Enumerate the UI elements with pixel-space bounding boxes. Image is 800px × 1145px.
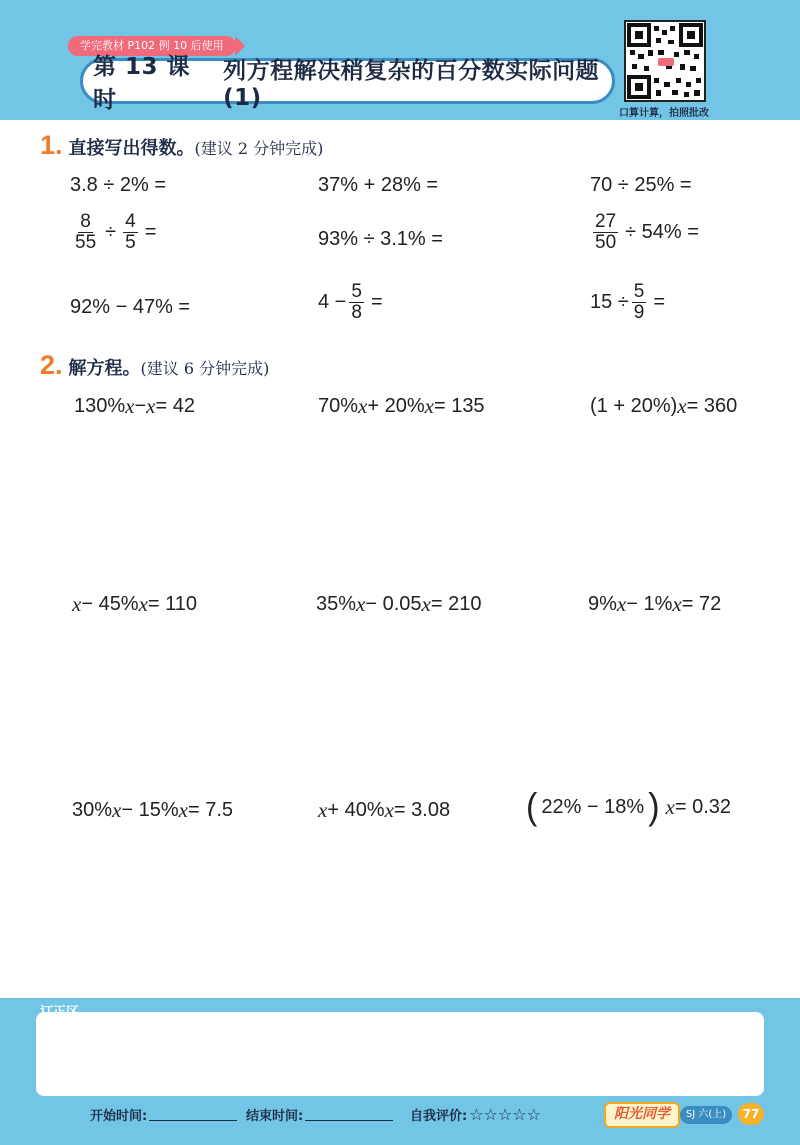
equals-sign: = [653, 290, 666, 313]
fraction-denominator: 55 [75, 231, 97, 253]
section-2-heading [40, 350, 269, 381]
section-1-number: 1. [40, 130, 63, 160]
variable: x [672, 592, 682, 616]
eq-part: 9% [588, 593, 617, 615]
section-1-note: (建议 2 分钟完成) [194, 139, 324, 158]
fraction-denominator: 50 [595, 231, 617, 253]
lesson-number: 第 13 课时 [93, 54, 191, 113]
variable: x [384, 798, 394, 822]
eq-part: 30% [72, 799, 113, 821]
equation [316, 592, 481, 617]
section-2-title: 解方程。 [68, 358, 141, 379]
correction-label: 订正区 [40, 1005, 80, 1020]
expression-prefix: 15 ÷ [590, 290, 629, 313]
expression-rest: ÷ 54% = [625, 220, 699, 243]
variable: x [616, 592, 627, 616]
fraction-denominator: 9 [633, 301, 645, 323]
section-1-title: 直接写出得数。 [68, 138, 195, 159]
eq-part: = 72 [681, 593, 722, 615]
qr-caption: 口算计算，拍照批改 [619, 108, 709, 119]
start-time-blank[interactable] [149, 1107, 237, 1121]
start-time-label: 开始时间: [90, 1108, 148, 1124]
fraction [632, 282, 647, 323]
eq-part: − [134, 395, 147, 417]
page-title [80, 54, 615, 113]
self-eval-field [410, 1100, 541, 1128]
section-2-note: (建议 6 分钟完成) [140, 359, 270, 378]
star-rating-icon[interactable]: ☆☆☆☆☆ [469, 1104, 541, 1124]
fraction [123, 212, 138, 253]
fraction-numerator: 5 [351, 281, 362, 302]
fraction-denominator: 5 [125, 231, 136, 253]
fraction [349, 282, 364, 323]
end-time-label: 结束时间: [246, 1108, 304, 1124]
variable: x [665, 794, 675, 819]
equation [590, 394, 737, 419]
eq-part: − 0.05 [365, 593, 422, 615]
fraction [73, 212, 98, 253]
equals-sign: = [370, 290, 383, 313]
eq-part: − 15% [121, 799, 179, 821]
eq-part: = 0.32 [674, 795, 732, 818]
usage-tag: 学完教材 P102 例 10 后使用 [68, 36, 236, 56]
page-number: 77 [738, 1103, 764, 1125]
variable: x [318, 798, 328, 822]
fraction-denominator: 8 [351, 301, 362, 323]
calc-item [70, 212, 160, 253]
brand-logo: 阳光同学 [604, 1102, 680, 1128]
eq-part: = 210 [430, 593, 482, 615]
eq-part: = 42 [155, 395, 195, 417]
variable: x [112, 798, 122, 822]
variable: x [138, 592, 148, 616]
equation [74, 394, 195, 419]
eq-part: = 3.08 [393, 799, 451, 821]
equals-sign: = [144, 220, 157, 243]
eq-part: = 135 [433, 395, 485, 417]
eq-part: 130% [74, 395, 126, 417]
equation [318, 798, 450, 823]
variable: x [72, 592, 82, 616]
calc-item [590, 282, 669, 323]
end-time-blank[interactable] [305, 1107, 393, 1121]
equation [588, 592, 721, 617]
eq-part: − 1% [626, 593, 673, 615]
eq-part: (1 + 20%) [590, 395, 678, 417]
calc-item: 3.8 ÷ 2% = [70, 174, 167, 196]
right-paren: ) [648, 786, 660, 828]
equation [72, 592, 197, 617]
fraction-numerator: 27 [595, 211, 617, 232]
variable: x [178, 798, 188, 822]
calc-item: 92% − 47% = [70, 296, 191, 318]
variable: x [424, 394, 434, 418]
correction-area[interactable] [36, 1012, 764, 1096]
operator: ÷ [105, 220, 117, 243]
self-eval-label: 自我评价: [410, 1108, 468, 1124]
fraction-numerator: 5 [633, 281, 645, 302]
grade-badge: SJ 六(上) [680, 1106, 732, 1124]
left-paren: ( [526, 786, 538, 828]
equation [526, 786, 732, 828]
equation [72, 798, 233, 823]
calc-item: 93% ÷ 3.1% = [318, 228, 443, 250]
expression-prefix: 4 − [318, 290, 347, 313]
eq-part: 35% [316, 593, 357, 615]
qr-code-icon[interactable] [624, 20, 706, 102]
fraction-numerator: 4 [125, 211, 136, 232]
eq-part: + 40% [327, 799, 385, 821]
equation [318, 394, 485, 419]
fraction-numerator: 8 [80, 211, 91, 232]
eq-part: = 7.5 [187, 799, 233, 821]
variable: x [356, 592, 366, 616]
start-time-field [90, 1100, 237, 1128]
eq-part: 70% [318, 395, 359, 417]
end-time-field [246, 1100, 393, 1128]
fraction [593, 212, 618, 253]
variable: x [677, 394, 687, 418]
eq-part: − 45% [81, 593, 139, 615]
eq-part: 22% − 18% [541, 795, 645, 818]
variable: x [358, 394, 368, 418]
variable: x [421, 592, 431, 616]
eq-part: = 360 [686, 395, 738, 417]
variable: x [146, 394, 156, 418]
calc-item: 37% + 28% = [318, 174, 439, 196]
section-2-number: 2. [40, 350, 63, 380]
calc-item: 70 ÷ 25% = [590, 174, 692, 196]
eq-part: + 20% [367, 395, 425, 417]
calc-item [318, 282, 387, 323]
eq-part: = 110 [147, 593, 198, 615]
calc-item [590, 212, 703, 253]
variable: x [125, 394, 135, 418]
section-1-heading [40, 130, 323, 161]
lesson-title: 列方程解决稍复杂的百分数实际问题(1) [223, 57, 600, 111]
